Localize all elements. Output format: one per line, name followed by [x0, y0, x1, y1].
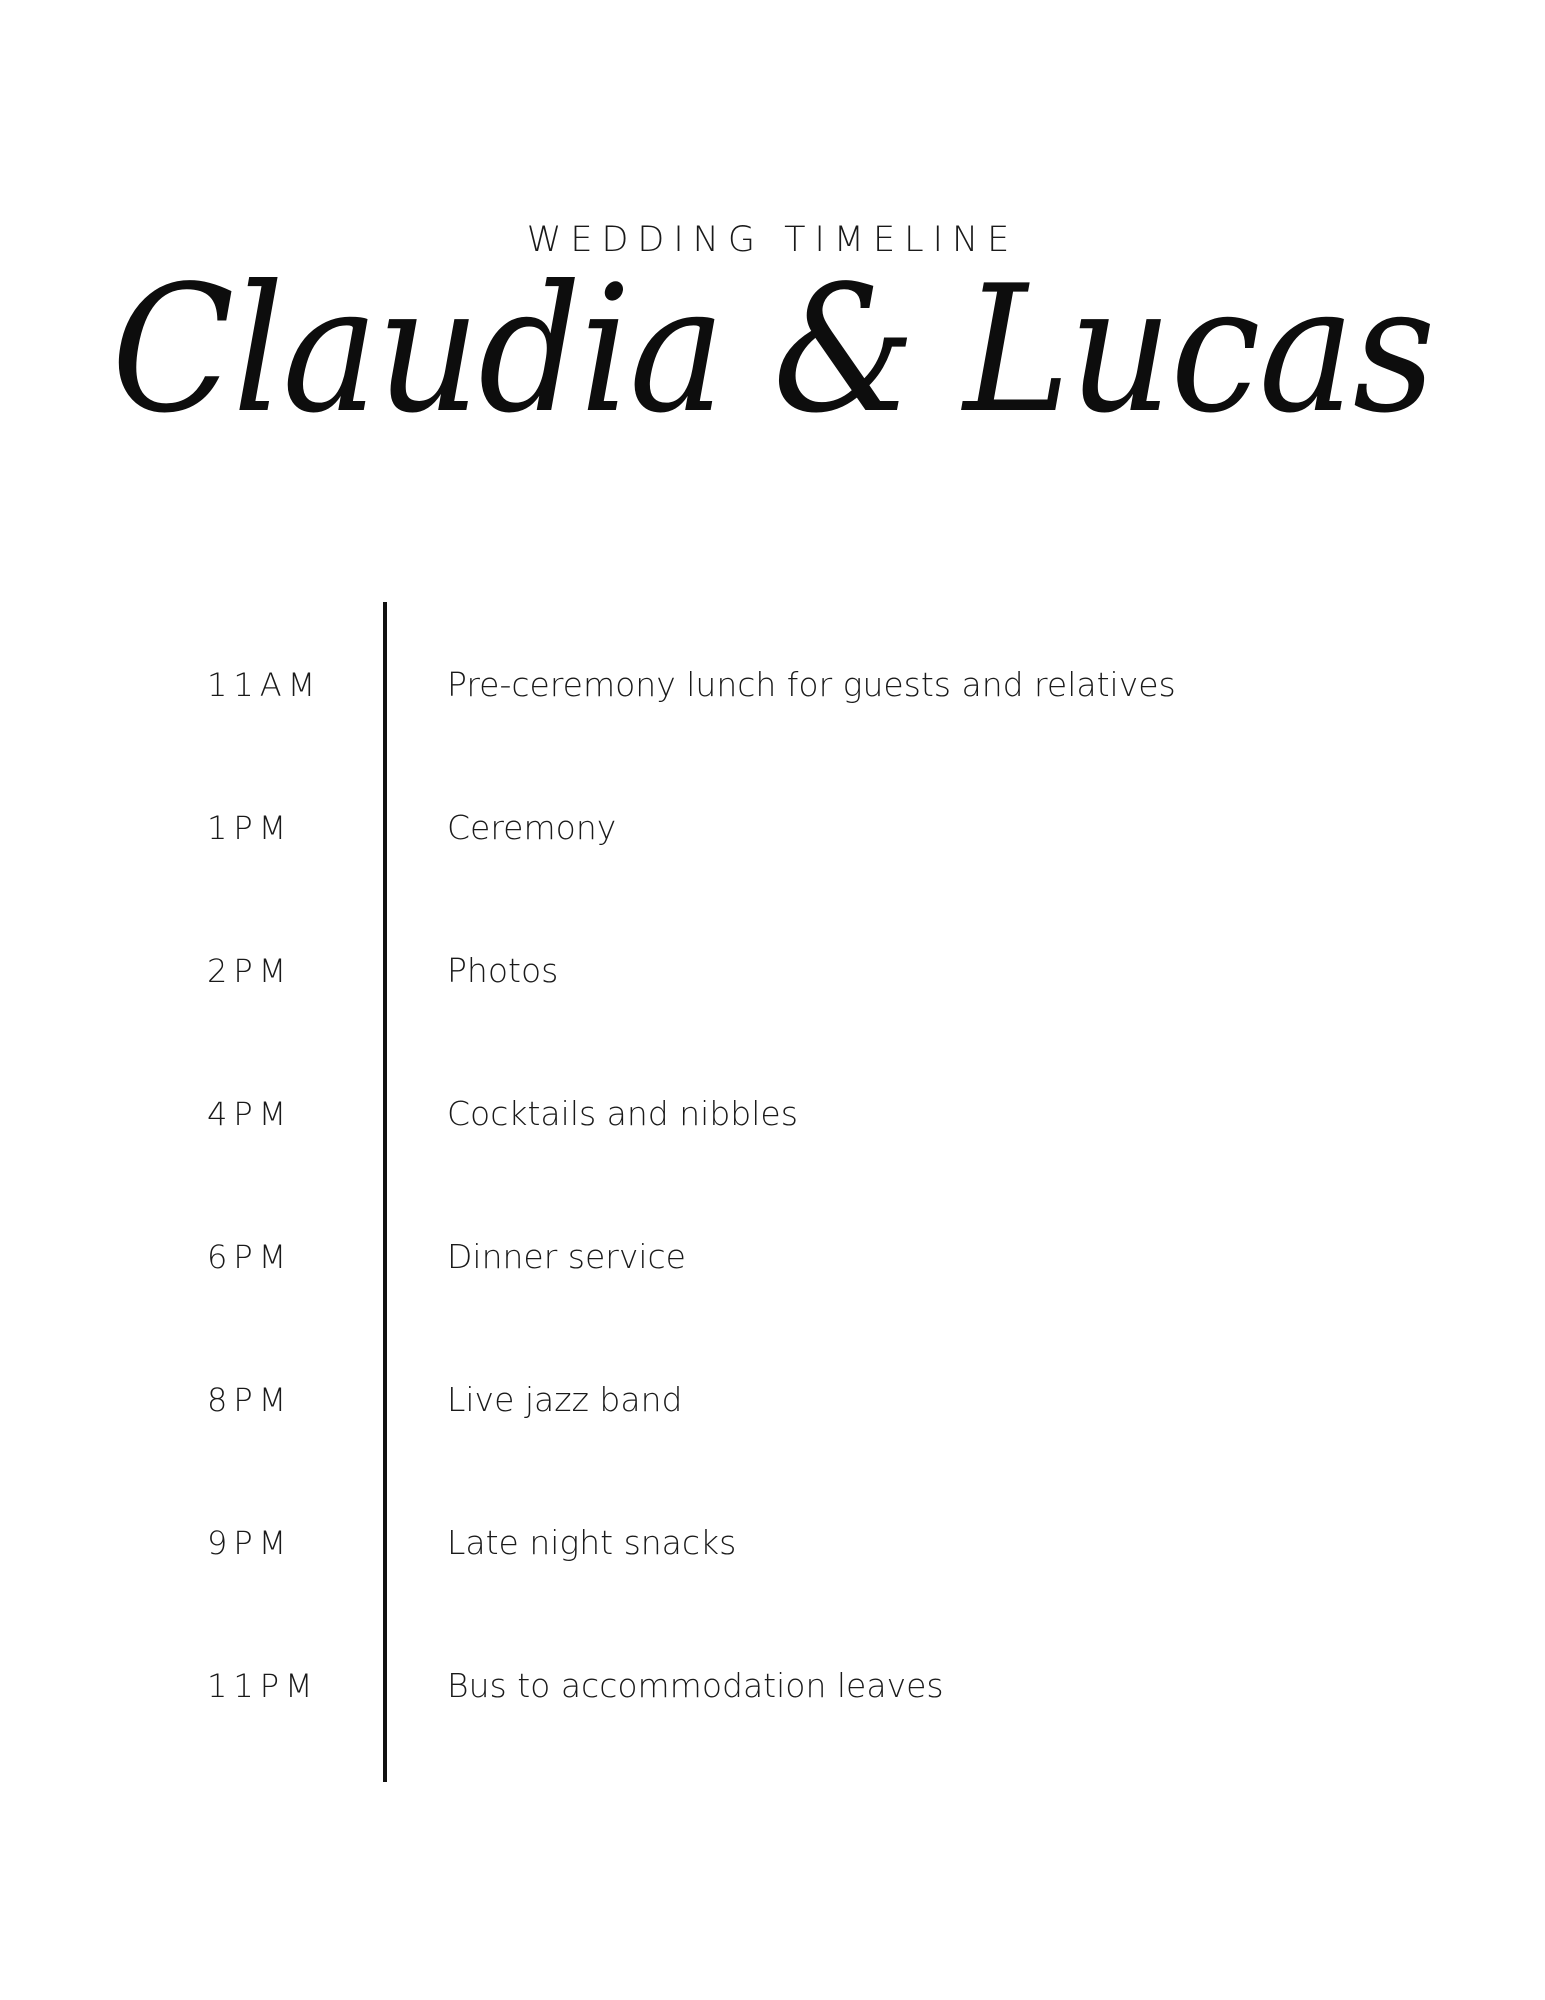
event-description: Pre-ceremony lunch for guests and relatives — [447, 665, 1176, 704]
event-time: 2PM — [207, 952, 293, 990]
event-description: Live jazz band — [447, 1380, 683, 1419]
event-description: Bus to accommodation leaves — [447, 1666, 944, 1705]
couple-names-title: Claudia & Lucas — [111, 249, 1434, 452]
event-description: Photos — [447, 951, 559, 990]
document-kicker: WEDDING TIMELINE — [526, 220, 1019, 260]
timeline-event — [0, 946, 1545, 996]
event-description: Ceremony — [447, 808, 617, 847]
timeline-event — [0, 1089, 1545, 1139]
timeline-event — [0, 803, 1545, 853]
event-description: Late night snacks — [447, 1523, 737, 1562]
event-description: Dinner service — [447, 1237, 686, 1276]
event-time: 11PM — [207, 1667, 319, 1705]
timeline-event — [0, 1232, 1545, 1282]
event-time: 6PM — [207, 1238, 293, 1276]
event-description: Cocktails and nibbles — [447, 1094, 798, 1133]
timeline-divider — [383, 602, 387, 1782]
event-time: 9PM — [207, 1524, 293, 1562]
event-time: 11AM — [207, 666, 322, 704]
timeline-event — [0, 1661, 1545, 1711]
timeline-event — [0, 1518, 1545, 1568]
event-time: 4PM — [207, 1095, 293, 1133]
event-time: 1PM — [207, 809, 293, 847]
timeline-event — [0, 1375, 1545, 1425]
event-time: 8PM — [207, 1381, 293, 1419]
timeline-event — [0, 660, 1545, 710]
